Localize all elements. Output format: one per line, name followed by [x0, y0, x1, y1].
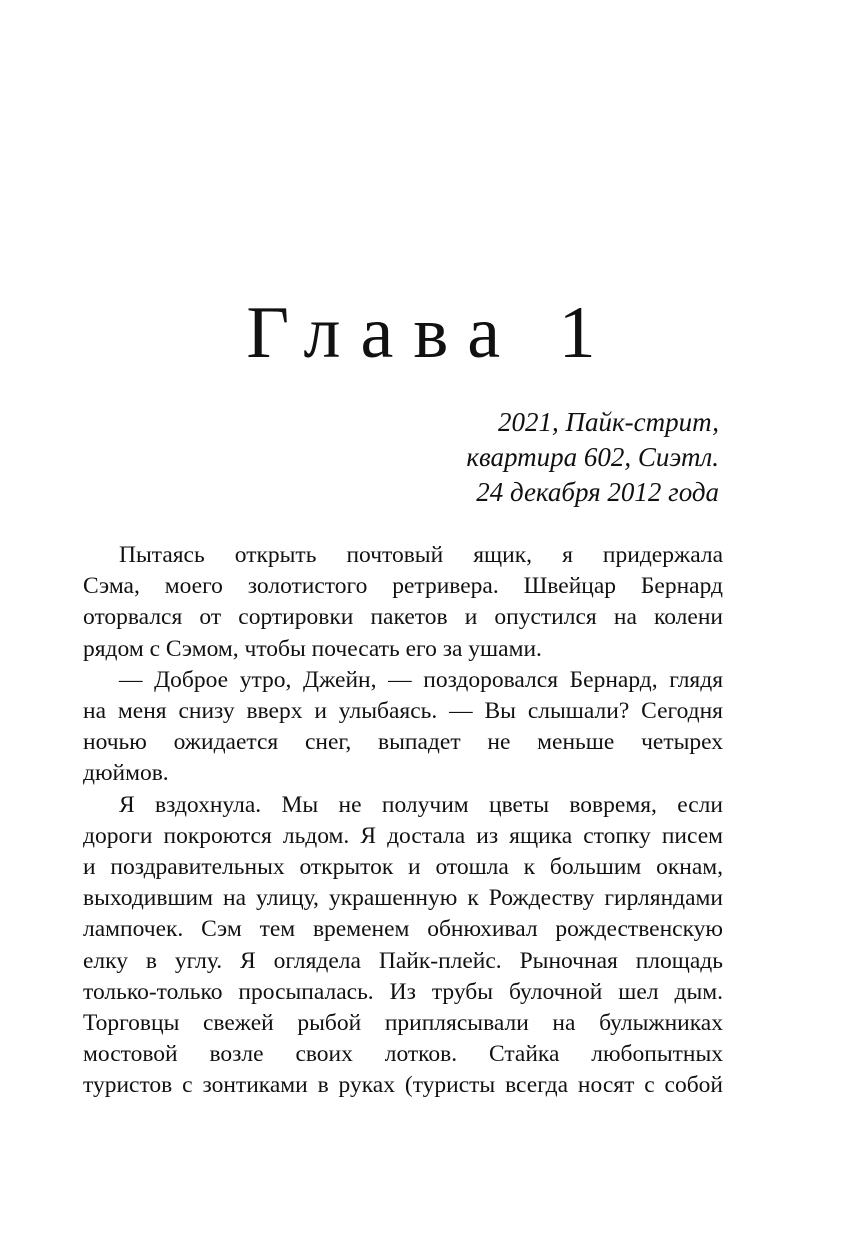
- chapter-title: Глава 1: [246, 292, 616, 374]
- text-line: — Доброе утро, Джейн, — поздоровался Бернард, глядя: [119, 666, 723, 693]
- epigraph-line: 2021, Пайк-стрит,: [497, 407, 719, 437]
- text-line: Торговцы свежей рыбой приплясывали на булыжниках: [83, 1010, 723, 1037]
- text-line: на меня снизу вверх и улыбаясь. — Вы слышали? Сегодня: [83, 698, 723, 725]
- text-line: Сэма, моего золотистого ретривера. Швейцар Бернард: [83, 573, 723, 600]
- text-line: лампочек. Сэм тем временем обнюхивал рождественскую: [83, 916, 723, 943]
- body-text: [83, 540, 723, 1102]
- text-line: дороги покроются льдом. Я достала из ящика стопку писем: [83, 822, 723, 849]
- paragraph: [83, 665, 723, 790]
- epigraph: [119, 405, 719, 510]
- text-line: оторвался от сортировки пакетов и опустился на колени: [83, 604, 723, 631]
- text-line: рядом с Сэмом, чтобы почесать его за ушами.: [83, 635, 542, 662]
- epigraph-line: квартира 602, Сиэтл.: [466, 442, 719, 472]
- text-line: Я вздохнула. Мы не получим цветы вовремя, если: [119, 791, 723, 818]
- text-line: выходившим на улицу, украшенную к Рождеству гирляндами: [83, 885, 723, 912]
- text-line: туристов с зонтиками в руках (туристы всегда носят с собой: [83, 1072, 723, 1099]
- text-line: и поздравительных открыток и отошла к большим окнам,: [83, 854, 723, 881]
- text-line: только-только просыпалась. Из трубы булочной шел дым.: [83, 978, 723, 1005]
- text-line: елку в углу. Я оглядела Пайк-плейс. Рыночная площадь: [83, 947, 723, 974]
- text-line: мостовой возле своих лотков. Стайка любопытных: [83, 1041, 723, 1068]
- text-line: Пытаясь открыть почтовый ящик, я придержала: [119, 542, 723, 568]
- paragraph: [83, 790, 723, 1102]
- text-line: ночью ожидается снег, выпадет не меньше четырех: [83, 729, 723, 756]
- paragraph: [83, 540, 723, 665]
- text-line: дюймов.: [83, 760, 169, 787]
- epigraph-line: 24 декабря 2012 года: [476, 477, 719, 507]
